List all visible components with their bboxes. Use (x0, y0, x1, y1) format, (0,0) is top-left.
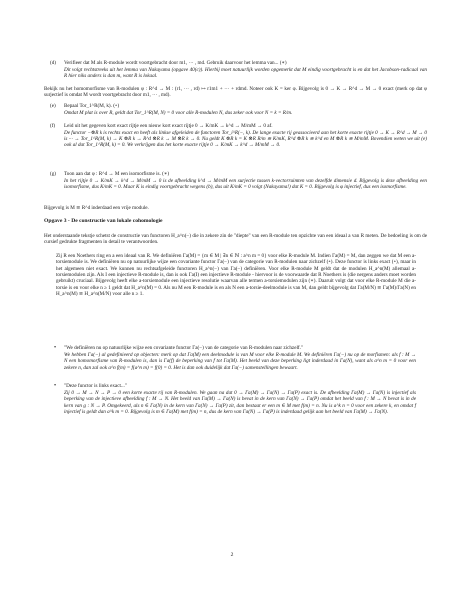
bullet-1-hint: We hebben Γa(−) al gedefinieerd op objecten: merk op dat Γa(M) een deelmodule is van M voor elke R-module M. We definiëren Γa(−) nu op de morfismen: als f : M → N een homomorfisme van R-modulen is, dan is Γa(f) de beperking van f tot Γa(M). Het beeld van deze beperking ligt inderdaad in Γa(N), want als a^n m = 0 voor een zekere n, dan zal ook a^n f(m) = f(a^n m) = f(0) = 0. Het is dan ook duidelijk dat Γa(−) samenstellingen bewaart. (64, 352, 416, 371)
section-intro: Het onderstaande tekstje schetst de constructie van functoren H_a^n(−) die in zekere zin de "diepte" van een R-module ten opzichte van een ideaal a van R meten. De bedoeling is om de cursief gedrukte fragmenten in detail te verantwoorden. (44, 233, 427, 246)
item-e-label: (e) (50, 103, 56, 109)
item-g-label: (g) (50, 171, 56, 177)
item-e-hint: Omdat M plat is over R, geldt dat Tor_1^R(M, N) = 0 voor alle R-modulen N, dus zeker ook voor N = k = R/m. (64, 110, 293, 116)
item-d-text: Verifieer dat M als R-module wordt voortgebracht door m1, ··· , md. Gebruik daarvoor het lemma van... (∗) (64, 60, 287, 66)
section-title: Opgave 3 - De constructie van lokale cohomologie (44, 218, 163, 224)
item-g-text: Toon aan dat φ : R^d → M een isomorfisme is. (∗) (64, 171, 170, 177)
item-f-hint: De functor −⊗R k is rechts exact en heeft als linkse afgeleiden de functoren Tor_i^R(−, k). De lange exacte rij geassocieerd aan het korte exacte rijtje 0 → K → R^d → M → 0 is ··· → Tor_1^R(M, k) → K ⊗R k → R^d ⊗R k → M ⊗R k → 0. Nu geldt K ⊗R k = K ⊗R R/m ≅ K/mK, R^d ⊗R k ≅ k^d en M ⊗R k ≅ M/mM. Bovendien weten we uit (e) ook al dat Tor_1^R(M, k) = 0. We verkrijgen dus het korte exacte rijtje 0 → K/mK → k^d → M/mM → 0. (64, 129, 427, 149)
bullet-1-text: "We definiëren nu op natuurlijke wijze een covariante functor Γa(−) van de categorie van R-modulen naar zichzelf." (64, 345, 304, 351)
quoted-text: Zij R een Noethers ring en a een ideaal van R. We definiëren Γa(M) = {m ∈ M | ∃n ∈ ℕ : a^n m = 0} voor elke R-module M. Indien Γa(M) = M, dan zeggen we dat M een a-torsiemodule is. We definiëren nu op natuurlijke wijze een covariante functor Γa(−) van de categorie van R-modulen naar zichzelf (∘). Deze functor is links exact (∘), maar in het algemeen niet exact. We kunnen nu rechtsafgeleide functoren H_a^n(−) van Γa(−) definiëren. Voor elke R-module M geldt dat de modulen H_a^n(M) allemaal a-torsiemodulen zijn. Als I een injectieve R-module is, dan is ook Γa(I) een injectieve R-module - hiervoor is de voorwaarde dat R Noethers is (die nergens anders moet worden gebruikt) cruciaal. Bijgevolg heeft elke a-torsiemodule een injectieve resolutie waarvan alle termen a-torsiemodulen zijn (∗). Daaruit volgt dat voor elke R-module M die a-torsie is en voor elke n ≥ 1 geldt dat H_a^n(M) = 0. Als nu M een R-module is en als N een a-torsie-deelmodule is van M, dan geldt bijgevolg dat Γa(M/N) ≅ Γa(M)/Γa(N) en H_a^n(M) ≅ H_a^n(M/N) voor alle n ≥ 1. (56, 253, 416, 298)
item-f-text: Leid uit het gegeven kort exact rijtje een nieuw kort exact rijtje 0 → K/mK → k^d → M/mM → 0 af. (64, 123, 273, 129)
item-e-text: Bepaal Tor_1^R(M, k). (∘) (64, 103, 120, 109)
item-d-label: (d) (50, 60, 56, 66)
homomorphism-paragraph: Bekijk nu het homomorfisme van R-modulen φ : R^d → M : (r1, ··· , rd) ↦ r1m1 + ··· + rdmd. Noteer ook K = ker φ. Bijgevolg is 0 → K → R^d → M → 0 exact (merk op dat φ surjectief is omdat M wordt voortgebracht door m1, ··· , md). (44, 86, 427, 99)
page-number: 2 (230, 552, 234, 558)
bullet-2-hint: Zij 0 → M → N → P → 0 een korte exacte rij van R-modulen. We gaan na dat 0 → Γa(M) → Γa(N) → Γa(P) exact is. De afbeelding Γa(M) → Γa(N) is injectief als beperking van de injectieve afbeelding f : M → N. Het beeld van Γa(M) → Γa(N) is bevat in de kern van Γa(N) → Γa(P) omdat het beeld van f : M → N bevat is in de kern van g : N → P. Omgekeerd, als n ∈ Γa(N) in de kern van Γa(N) → Γa(P) zit, dan bestaat er een m ∈ M met f(m) = n. Nu is a^k n = 0 voor een zekere k, en omdat f injectief is geldt dan a^k m = 0. Bijgevolg is m ∈ Γa(M) met f(m) = n, dus de kern van Γa(N) → Γa(P) is inderdaad gelijk aan het beeld van Γa(M) → Γa(N). (64, 390, 416, 416)
item-g-hint: In het rijtje 0 → K/mK → k^d → M/mM → 0 is de afbeelding k^d → M/mM een surjectie tussen k-vectorruimten van dezelfde dimensie d. Bijgevolg is deze afbeelding een isomorfisme, dus K/mK = 0. Maar K is eindig voortgebracht wegens (b), dus uit K/mK = 0 volgt (Nakayama!) dat K = 0. Bijgevolg is φ injectief, dus een isomorfisme. (64, 177, 427, 190)
item-d-hint: Dit volgt rechtstreeks uit het lemma van Nakayama (opgave 40(c)). Hierbij moet natuurlijk worden opgemerkt dat M eindig voortgebracht is en dat het Jacobson-radicaal van R hier niks anders is dan m, want R is lokaal. (64, 66, 427, 79)
item-f-label: (f) (50, 123, 56, 129)
bullet-2-text: "Deze functor is links exact..." (64, 383, 127, 389)
bullet-dot: • (54, 345, 57, 351)
bullet-dot: • (54, 383, 57, 389)
conclusion: Bijgevolg is M ≅ R^d inderdaad een vrije module. (44, 205, 149, 211)
